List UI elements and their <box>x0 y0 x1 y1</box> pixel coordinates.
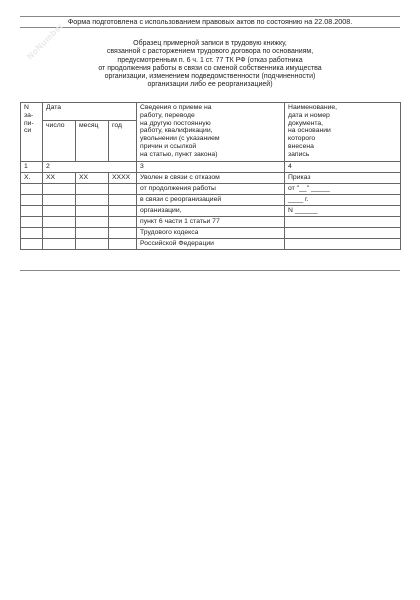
title-line: от продолжения работы в связи со сменой собственника имущества <box>98 64 322 72</box>
header-entry-number: N за- пи- си <box>21 103 43 162</box>
header-document: Наименование, дата и номер документа, на основании которого внесена запись <box>285 103 401 162</box>
cell-info: пункт 6 части 1 статьи 77 <box>137 217 285 228</box>
cell-document: от "__" _____ <box>285 184 401 195</box>
cell-info: Трудового кодекса <box>137 228 285 239</box>
cell-info: Уволен в связи с отказом <box>137 173 285 184</box>
column-number: 2 <box>43 162 137 173</box>
cell-document <box>285 239 401 250</box>
table-row <box>21 184 401 195</box>
cell-month: XX <box>76 173 109 184</box>
header-date: Дата <box>43 103 137 121</box>
title-line: организации, изменением подведомственности (подчиненности) <box>104 73 316 81</box>
cell-day <box>43 184 76 195</box>
header-rule <box>20 27 400 28</box>
cell-info: организации, <box>137 206 285 217</box>
title-line: связанной с расторжением трудового договора по основаниям, <box>106 48 314 56</box>
cell-month <box>76 184 109 195</box>
cell-entry-number <box>21 206 43 217</box>
cell-info: Российской Федерации <box>137 239 285 250</box>
table-row <box>21 239 401 250</box>
title-line: предусмотренным п. 6 ч. 1 ст. 77 ТК РФ (отказ работника <box>117 56 303 64</box>
cell-year <box>109 239 137 250</box>
table-row <box>21 228 401 239</box>
cell-info: от продолжения работы <box>137 184 285 195</box>
cell-month <box>76 228 109 239</box>
cell-entry-number <box>21 217 43 228</box>
cell-document <box>285 228 401 239</box>
cell-info: в связи с реорганизацией <box>137 195 285 206</box>
cell-month <box>76 206 109 217</box>
cell-day <box>43 195 76 206</box>
cell-month <box>76 217 109 228</box>
cell-document: Приказ <box>285 173 401 184</box>
cell-year <box>109 184 137 195</box>
footer-rule <box>20 270 400 271</box>
cell-entry-number <box>21 184 43 195</box>
cell-year <box>109 206 137 217</box>
cell-entry-number <box>21 195 43 206</box>
column-number: 1 <box>21 162 43 173</box>
header-year: год <box>109 121 137 162</box>
table-row <box>21 173 401 184</box>
cell-year: XXXX <box>109 173 137 184</box>
cell-document: ____ г. <box>285 195 401 206</box>
cell-month <box>76 195 109 206</box>
column-number: 3 <box>137 162 285 173</box>
header-info: Сведения о приеме на работу, переводе на другую постоянную работу, квалификации, увольнении (с указанием причин и ссылкой на статью, пункт закона) <box>137 103 285 162</box>
document-title <box>40 40 380 90</box>
title-line: Образец примерной записи в трудовую книжку, <box>133 40 287 47</box>
table-row <box>21 206 401 217</box>
watermark: NoNumber <box>24 20 66 62</box>
cell-day: XX <box>43 173 76 184</box>
cell-day <box>43 217 76 228</box>
table-row <box>21 217 401 228</box>
header-note: Форма подготовлена с использованием правовых актов по состоянию на 22.08.2008. <box>67 17 353 26</box>
cell-document: N ______ <box>285 206 401 217</box>
cell-year <box>109 217 137 228</box>
title-line: организации либо ее реорганизацией) <box>147 81 273 89</box>
header-month: месяц <box>76 121 109 162</box>
column-number: 4 <box>285 162 401 173</box>
header-day: число <box>43 121 76 162</box>
cell-day <box>43 206 76 217</box>
cell-document <box>285 217 401 228</box>
cell-day <box>43 239 76 250</box>
cell-month <box>76 239 109 250</box>
cell-day <box>43 228 76 239</box>
cell-entry-number: X. <box>21 173 43 184</box>
cell-entry-number <box>21 228 43 239</box>
table-row <box>21 195 401 206</box>
employment-record-table <box>20 102 401 250</box>
cell-year <box>109 195 137 206</box>
cell-entry-number <box>21 239 43 250</box>
cell-year <box>109 228 137 239</box>
